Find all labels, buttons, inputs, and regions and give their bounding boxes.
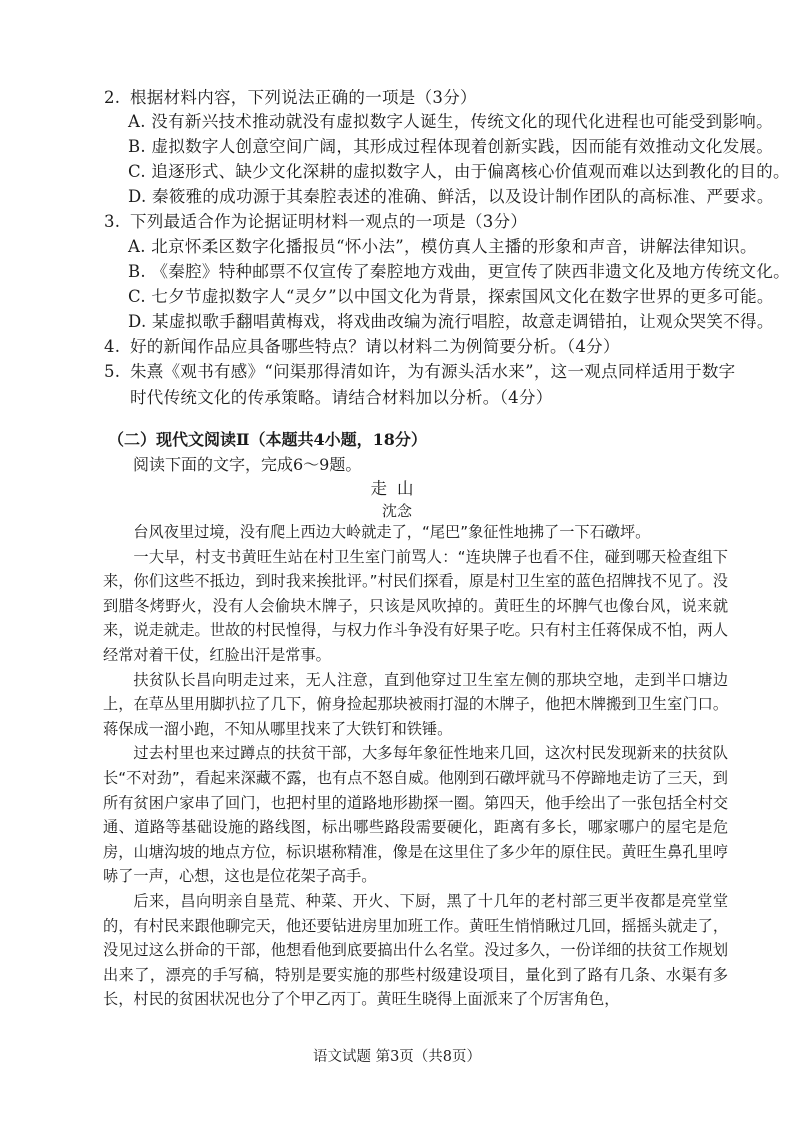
question-3-option-c: C. 七夕节虚拟数字人“灵夕”以中国文化为背景，探索国风文化在数字世界的更多可能。: [128, 287, 774, 306]
story-author: 沈念: [381, 502, 412, 520]
question-3-option-d: D. 某虚拟歌手翻唱黄梅戏，将戏曲改编为流行唱腔，故意走调错拍，让观众哭笑不得。: [128, 312, 774, 331]
question-number: 2.: [104, 88, 121, 107]
question-5-continuation: 时代传统文化的传承策略。请结合材料加以分析。（4分）: [130, 388, 553, 407]
story-body: [103, 520, 728, 1012]
question-3-stem: 3. 下列最适合作为论据证明材料一观点的一项是（3分）: [104, 210, 744, 235]
story-paragraph: 扶贫队长昌向明走过来，无人注意，直到他穿过卫生室左侧的那块空地，走到半口塘边上，在草丛里用脚扒拉了几下，俯身捡起那块被雨打湿的木牌子，他把木牌搬到卫生室门口。蒋保成一溜小跑，不知从哪里找来了大铁钉和铁锤。: [103, 670, 728, 738]
question-2-option-c: C. 追逐形式、缺少文化深耕的虚拟数字人，由于偏离核心价值观而难以达到教化的目的。: [128, 162, 790, 181]
question-number: 3.: [104, 212, 121, 231]
story-paragraph: 一大早，村支书黄旺生站在村卫生室门前骂人：“连块牌子也看不住，碰到哪天检查组下来，你们这些不抵边，到时我来挨批评。”村民们探看，原是村卫生室的蓝色招牌找不见了。没到腊冬烤野火，没有人会偷块木牌子，只该是风吹掉的。黄旺生的坏脾气也像台风，说来就来，说走就走。世故的村民惶得，与权力作斗争没有好果子吃。只有村主任蒋保成不怕，两人经常对着干仗，红脸出汗是常事。: [103, 547, 728, 664]
question-2-option-d: D. 秦筱雅的成功源于其秦腔表述的准确、鲜活，以及设计制作团队的高标准、严要求。: [128, 187, 774, 206]
question-2-stem: 2. 根据材料内容，下列说法正确的一项是（3分）: [104, 86, 744, 111]
section-heading: （二）现代文阅读Ⅱ（本题共4小题，18分）: [108, 430, 427, 449]
question-5-stem: 5. 朱熹《观书有感》“问渠那得清如许，为有源头活水来”，这一观点同样适用于数字: [104, 360, 744, 385]
question-number: 5.: [104, 362, 121, 381]
question-2-option-a: A. 没有新兴技术推动就没有虚拟数字人诞生，传统文化的现代化进程也可能受到影响。: [128, 112, 773, 131]
story-paragraph: 后来，昌向明亲自垦荒、种菜、开火、下厨，黑了十几年的老村部三更半夜都是亮堂堂的，有村民来跟他聊完天，他还要钻进房里加班工作。黄旺生悄悄瞅过几回，摇摇头就走了，没见过这么拼命的干部，他想看他到底要搞出什么名堂。没过多久，一份详细的扶贫工作规划出来了，漂亮的手写稿，特别是要实施的那些村级建设项目，量化到了路有几条、水渠有多长，村民的贫困状况也分了个甲乙丙丁。黄旺生晓得上面派来了个厉害角色，: [103, 891, 728, 1009]
page-footer: 语文试题 第3页（共8页）: [312, 1049, 482, 1065]
reading-instruction: 阅读下面的文字，完成6～9题。: [133, 455, 362, 474]
story-title: 走山: [370, 479, 424, 498]
story-paragraph: 台风夜里过境，没有爬上西边大岭就走了，“尾巴”象征性地拂了一下石礅坪。: [133, 523, 651, 541]
question-3-option-b: B. 《秦腔》特种邮票不仅宣传了秦腔地方戏曲，更宣传了陕西非遗文化及地方传统文化。: [128, 262, 790, 281]
question-2-option-b: B. 虚拟数字人创意空间广阔，其形成过程体现着创新实践，因而能有效推动文化发展。: [128, 137, 774, 156]
question-3-option-a: A. 北京怀柔区数字化播报员“怀小法”，模仿真人主播的形象和声音，讲解法律知识。: [128, 237, 757, 256]
question-4-stem: 4. 好的新闻作品应具备哪些特点？请以材料二为例简要分析。（4分）: [104, 335, 744, 360]
story-paragraph: 过去村里也来过蹲点的扶贫干部，大多每年象征性地来几回，这次村民发现新来的扶贫队长“不对劲”，看起来深藏不露，也有点不怒自威。他刚到石礅坪就马不停蹄地走访了三天，到所有贫困户家串了回门，也把村里的道路地形勘探一圈。第四天，他手绘出了一张包括全村交通、道路等基础设施的路线图，标出哪些路段需要硬化，距离有多长，哪家哪户的屋宅是危房，山塘沟坡的地点方位，标识堪称精准，像是在这里住了多少年的原住民。黄旺生鼻孔里哼哧了一声，心想，这也是位花架子高手。: [103, 744, 728, 886]
question-number: 4.: [104, 337, 121, 356]
